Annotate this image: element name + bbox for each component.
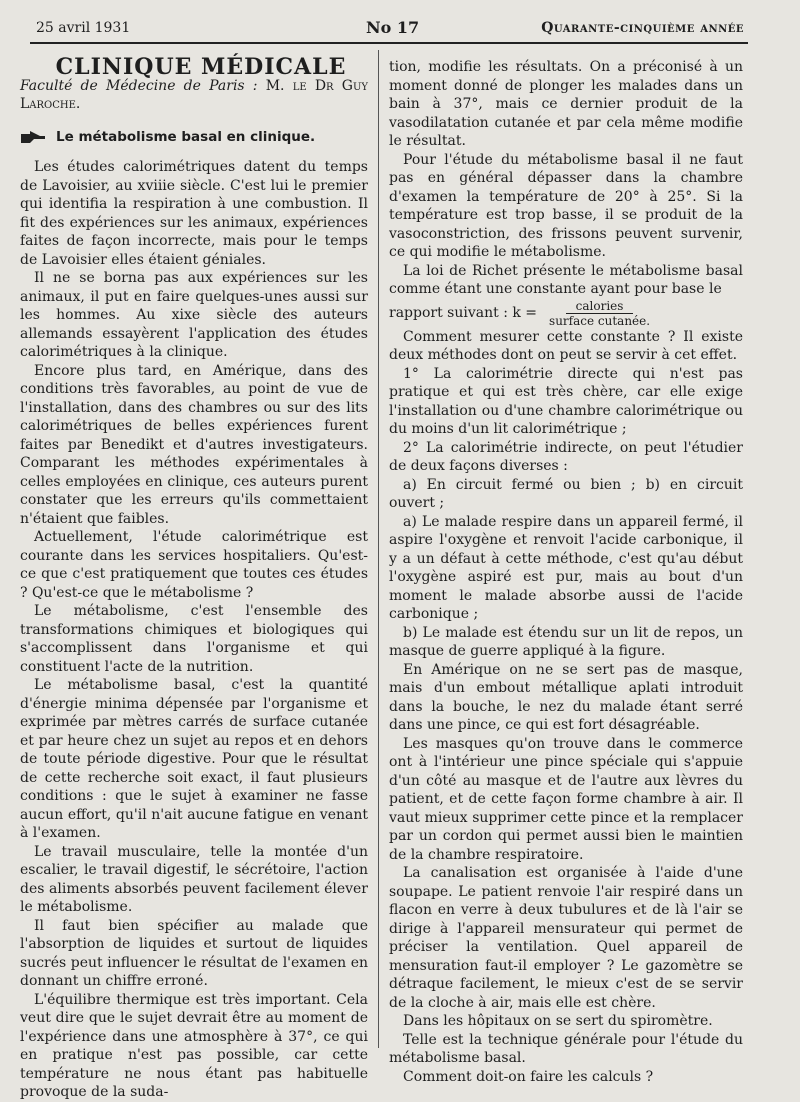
formula-numerator: calories	[566, 299, 634, 314]
volume-year: Quarante-cinquième année	[541, 20, 744, 36]
page-header	[36, 16, 744, 40]
paragraph: Pour l'étude du métabolisme basal il ne faut pas en général dépasser dans la chambre d'examen la température de 20° à 25°. Si la température est trop basse, il se produit de la vasoconstriction, des frissons peuvent survenir, ce qui modifie le métabolisme.	[389, 151, 743, 260]
formula-denominator: surface cutanée.	[549, 313, 651, 328]
paragraph: Les masques qu'on trouve dans le commerce ont à l'intérieur une pince spéciale qui s'appuie d'un côté au masque et de l'autre aux lèvres du patient, et de cette façon forme chambre à air. Il vaut mieux supprimer cette pince et la remplacer par un cordon qui permet aussi bien le maintien de la chambre respiratoire.	[389, 735, 743, 863]
subtitle-text: Le métabolisme basal en clinique.	[56, 128, 316, 145]
right-column	[389, 58, 743, 1086]
paragraph: Comment mesurer cette constante ? Il existe deux méthodes dont on peut se servir à cet effet.	[389, 328, 743, 363]
article-subtitle	[20, 128, 368, 147]
left-column	[20, 54, 368, 1102]
issue-date: 25 avril 1931	[36, 20, 131, 36]
paragraph: Le travail musculaire, telle la montée d'un escalier, le travail digestif, le sécrétoire, l'action des aliments absorbés peuvent facilement élever le métabolisme.	[20, 843, 368, 915]
paragraph: Le métabolisme basal, c'est la quantité d'énergie minima dépensée par l'organisme et exprimée par mètres carrés de surface cutanée et par heure chez un sujet au repos et en dehors de toute période digestive. Pour que le résultat de cette recherche soit exact, il faut plusieurs conditions : que le sujet à examiner ne fasse aucun effort, qu'il n'ait aucune fatigue en venant à l'examen.	[20, 677, 368, 841]
issue-number: No 17	[366, 18, 420, 37]
faculty-line	[20, 77, 368, 114]
header-rule	[30, 42, 748, 44]
formula-prefix: rapport suivant : k =	[389, 304, 538, 321]
faculty-name: Faculté de Médecine de Paris :	[20, 77, 258, 94]
formula	[389, 299, 743, 328]
paragraph: Il faut bien spécifier au malade que l'absorption de liquides et surtout de liquides sucrés peut influencer le résultat de l'examen en donnant un chiffre erroné.	[20, 917, 368, 989]
paragraph: Telle est la technique générale pour l'étude du métabolisme basal.	[389, 1031, 743, 1066]
paragraph: Actuellement, l'étude calorimétrique est courante dans les services hospitaliers. Qu'est-ce que c'est pratiquement que toutes ces études ? Qu'est-ce que le métabolisme ?	[20, 529, 368, 601]
paragraph: Il ne se borna pas aux expériences sur les animaux, il put en faire quelques-unes aussi sur les hommes. Au xixe siècle des auteurs allemands essayèrent l'application des études calorimétriques à la clinique.	[20, 270, 368, 360]
paragraph: Dans les hôpitaux on se sert du spiromètre.	[403, 1013, 713, 1029]
paragraph: 1° La calorimétrie directe qui n'est pas pratique et qui est très chère, car elle exige l'installation ou d'une chambre calorimétrique ou du moins d'un lit calorimétrique ;	[389, 365, 743, 437]
paragraph: a) Le malade respire dans un appareil fermé, il aspire l'oxygène et renvoit l'acide carbonique, il y a un défaut à cette méthode, c'est qu'au début l'oxygène aspiré est pur, mais au bout d'un moment le malade absorbe aussi de l'acide carbonique ;	[389, 513, 743, 622]
paragraph: 2° La calorimétrie indirecte, on peut l'étudier de deux façons diverses :	[389, 439, 743, 474]
author-name: M. le Dr Guy Laroche.	[20, 77, 368, 112]
paragraph: Les études calorimétriques datent du temps de Lavoisier, au xviiie siècle. C'est lui le premier qui identifia la respiration à une combustion. Il fit des expériences sur les animaux, expériences faites de façon incorrecte, mais pour le temps de Lavoisier elles étaient géniales.	[20, 159, 368, 268]
paragraph: La loi de Richet présente le métabolisme basal comme étant une constante ayant pour base le	[389, 262, 743, 297]
paragraph: b) Le malade est étendu sur un lit de repos, un masque de guerre appliqué à la figure.	[389, 624, 743, 659]
paragraph: L'équilibre thermique est très important. Cela veut dire que le sujet devrait être au moment de l'expérience dans une atmosphère à 37°, ce qui en pratique n'est pas possible, car cette température ne nous étant pas habituelle provoque de la suda-	[20, 991, 368, 1100]
column-divider	[378, 50, 379, 1048]
paragraph: Comment doit-on faire les calculs ?	[403, 1068, 654, 1085]
section-title: CLINIQUE MÉDICALE	[55, 54, 347, 80]
formula-fraction	[543, 299, 656, 328]
paragraph: Encore plus tard, en Amérique, dans des conditions très favorables, au point de vue de l'installation, dans des chambres ou sur des lits calorimétriques de belles expériences furent faites par Benedikt et d'autres investigateurs. Comparant les méthodes expérimentales à celles employées en clinique, ces auteurs purent constater que les erreurs qu'ils commettaient n'étaient que faibles.	[20, 362, 368, 527]
paragraph: a) En circuit fermé ou bien ; b) en circuit ouvert ;	[389, 476, 743, 511]
paragraph: En Amérique on ne se sert pas de masque, mais d'un embout métallique aplati introduit dans la bouche, le nez du malade étant serré dans une pince, ce qui est fort désagréable.	[389, 661, 743, 733]
paragraph: tion, modifie les résultats. On a préconisé à un moment donné de plonger les malades dans un bain à 37°, mais ce dernier produit de la vasodilatation cutanée et par cela même modifie le résultat.	[389, 59, 743, 149]
paragraph: La canalisation est organisée à l'aide d'une soupape. Le patient renvoie l'air respiré dans un flacon en verre à deux tubulures et de là l'air se dirige à l'appareil mensurateur qui permet de préciser la ventilation. Quel appareil de mensuration faut-il employer ? Le gazomètre se détraque facilement, le mieux c'est de se servir de la cloche à air, mais elle est chère.	[389, 865, 743, 1011]
pointing-hand-icon	[20, 130, 46, 144]
paragraph: Le métabolisme, c'est l'ensemble des transformations chimiques et biologiques qui s'accomplissent dans l'organisme et qui constituent l'acte de la nutrition.	[20, 603, 368, 675]
